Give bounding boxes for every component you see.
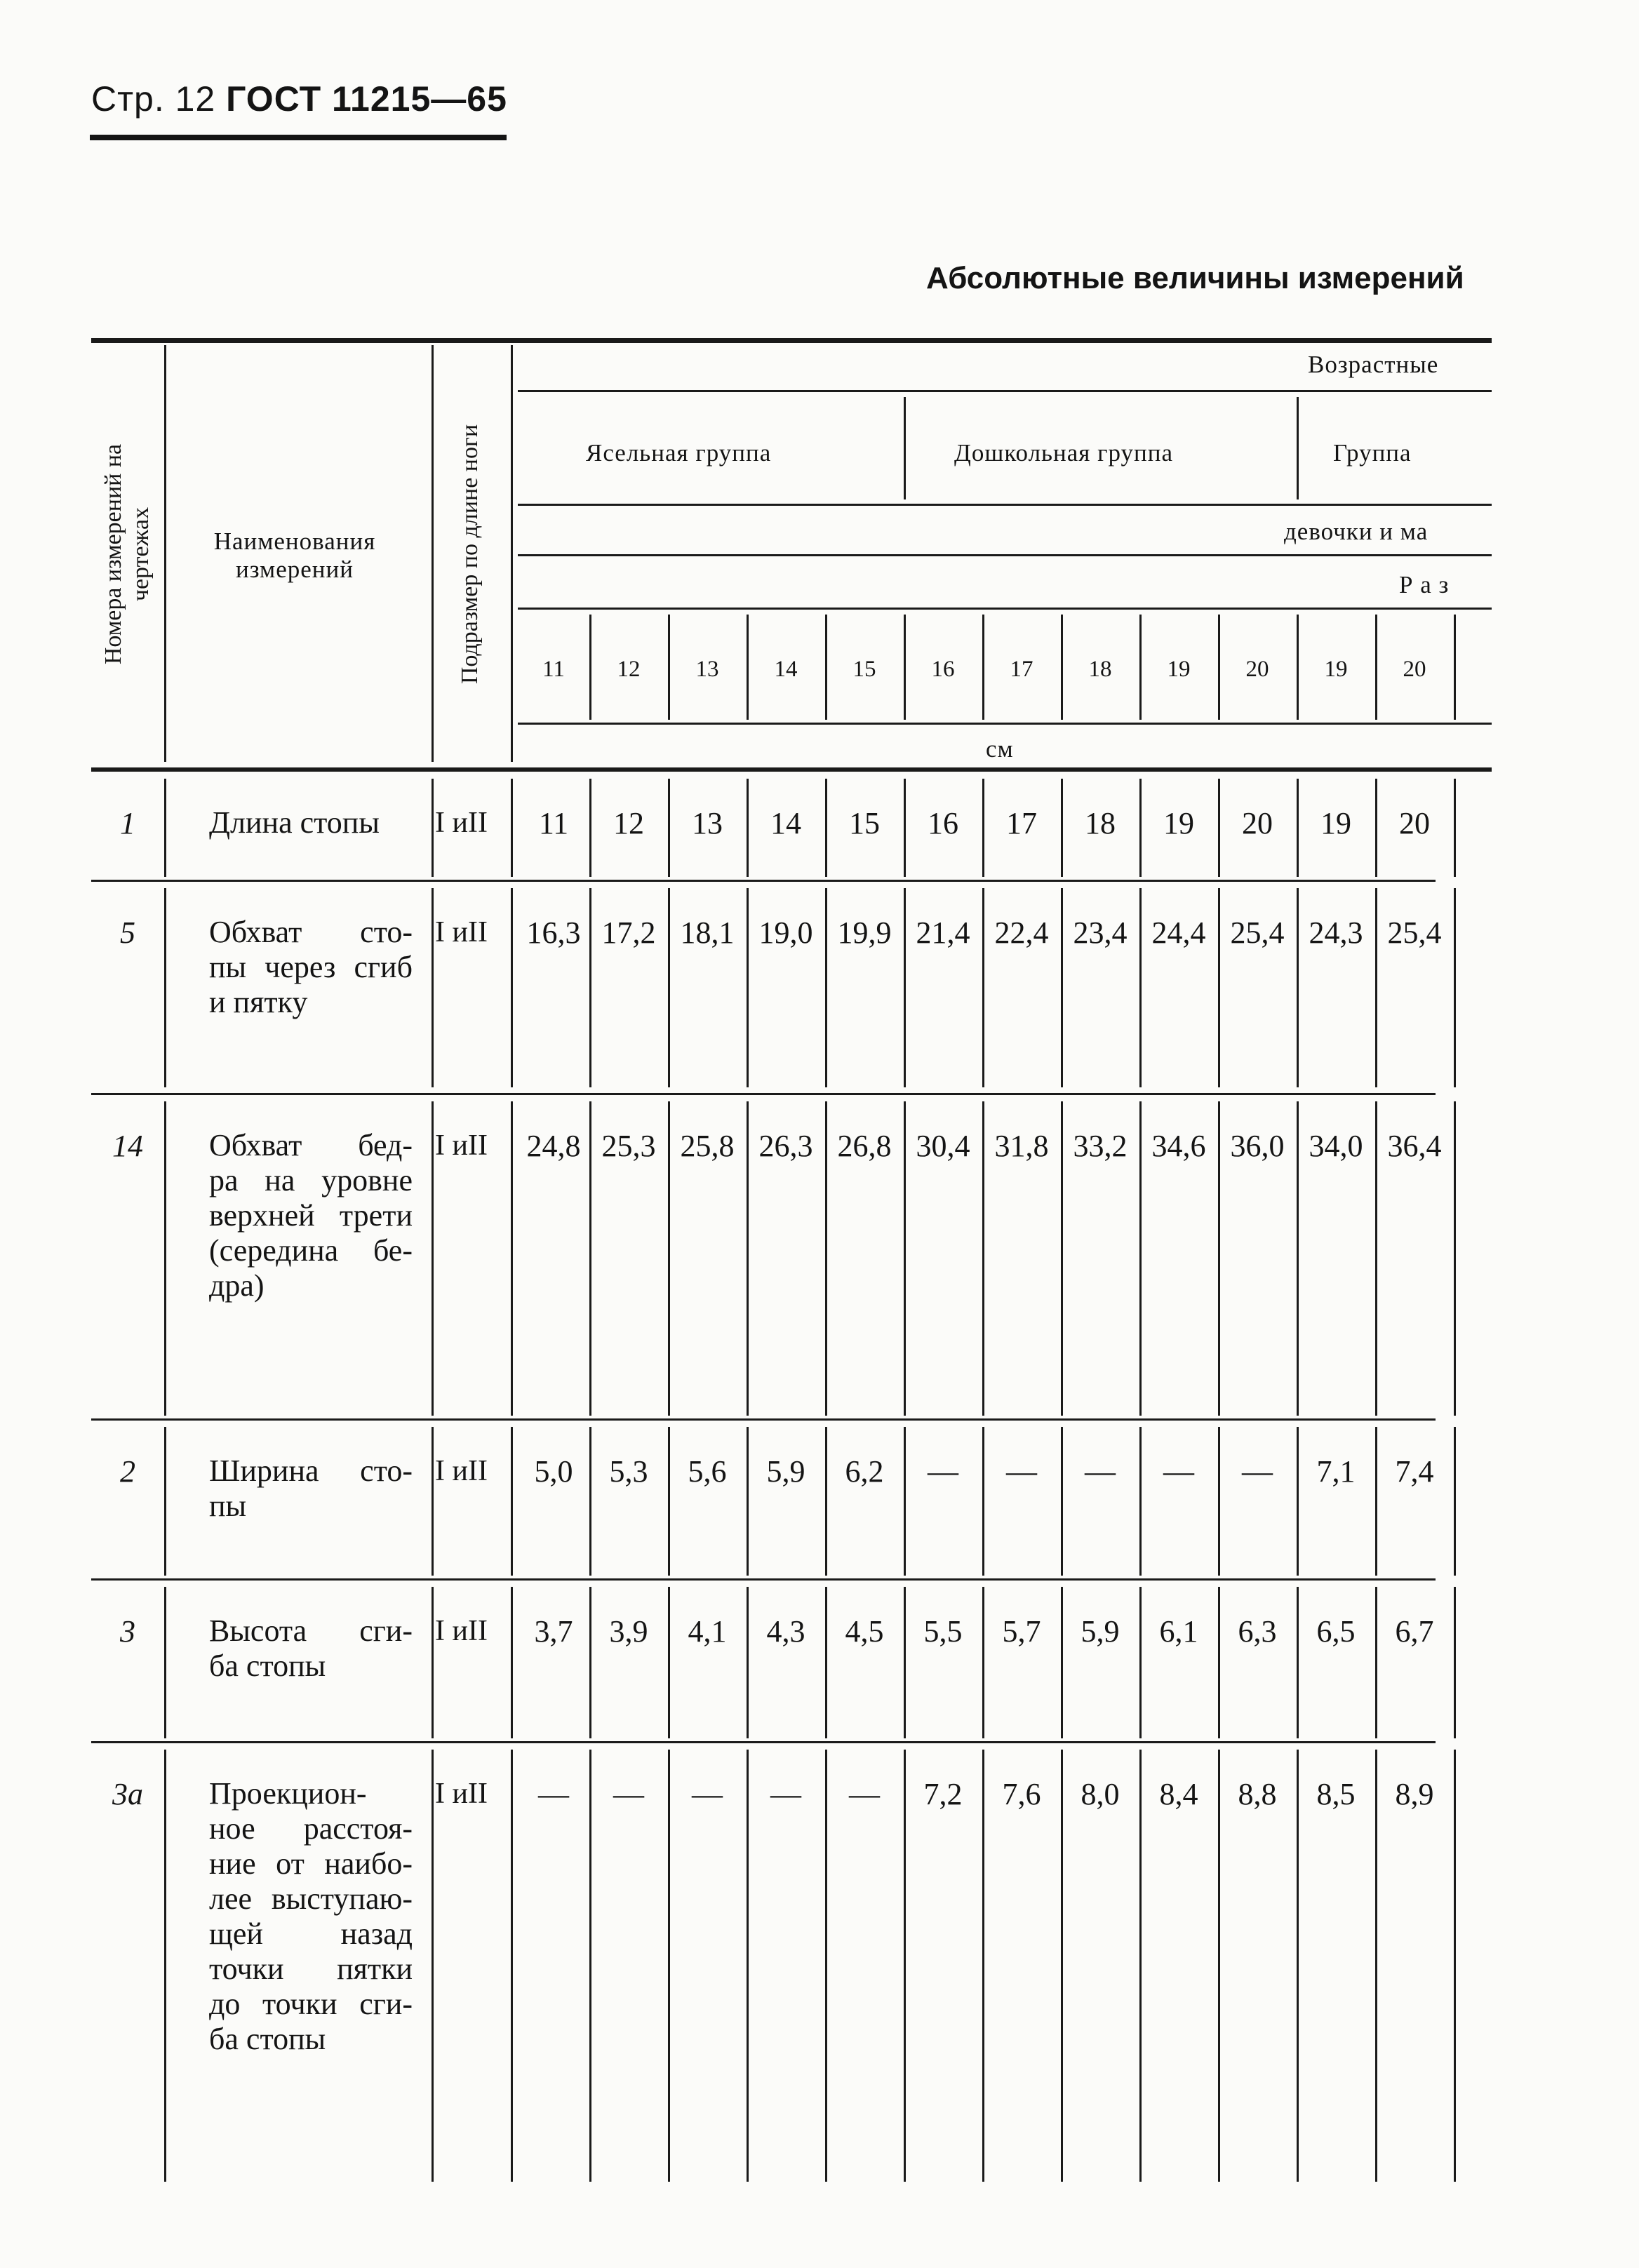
cell-value: 4,1 bbox=[688, 1614, 727, 1649]
cell-value: 8,5 bbox=[1316, 1777, 1356, 1811]
column-rule bbox=[1297, 1427, 1299, 1576]
measurement-name-line: Обхват бед- bbox=[209, 1128, 413, 1162]
cell-value: 5,7 bbox=[1002, 1614, 1041, 1649]
column-rule bbox=[668, 1750, 670, 2182]
column-rule bbox=[1297, 397, 1299, 499]
row-number: 5 bbox=[120, 915, 135, 950]
cell-value: 3,7 bbox=[534, 1614, 573, 1649]
header-bottom-rule bbox=[91, 767, 1492, 772]
cell-value: — bbox=[692, 1777, 723, 1811]
cell-value: 4,5 bbox=[845, 1614, 884, 1649]
table-rule bbox=[518, 723, 1492, 725]
column-rule bbox=[1218, 1427, 1220, 1576]
column-rule bbox=[511, 888, 513, 1087]
column-rule bbox=[668, 1427, 670, 1576]
cell-value: 26,3 bbox=[758, 1129, 813, 1163]
size-header-9: 19 bbox=[1167, 657, 1191, 682]
cell-value: — bbox=[928, 1454, 958, 1489]
cell-value: 4,3 bbox=[766, 1614, 805, 1649]
column-rule bbox=[432, 1101, 434, 1416]
cell-value: 7,2 bbox=[923, 1777, 963, 1811]
cell-value: 5,9 bbox=[766, 1454, 805, 1489]
cell-value: 3,9 bbox=[609, 1614, 648, 1649]
row-separator bbox=[91, 1578, 1436, 1581]
subsize-value: I иII bbox=[435, 1455, 488, 1487]
column-rule bbox=[904, 1427, 906, 1576]
measurement-name-line: точки пятки bbox=[209, 1952, 413, 1986]
measurement-name-line: щей назад bbox=[209, 1917, 413, 1951]
column-header-number: Номера измерений на чертежах bbox=[100, 443, 154, 665]
age-groups-label: Возрастные bbox=[1308, 351, 1439, 378]
cell-value: 7,1 bbox=[1316, 1454, 1356, 1489]
column-rule bbox=[1139, 1427, 1142, 1576]
column-rule bbox=[164, 888, 166, 1087]
column-rule bbox=[747, 1587, 749, 1738]
column-rule bbox=[904, 1750, 906, 2182]
cell-value: 11 bbox=[538, 806, 569, 840]
column-rule bbox=[982, 1750, 984, 2182]
cell-value: 7,6 bbox=[1002, 1777, 1041, 1811]
column-rule bbox=[1297, 1750, 1299, 2182]
size-header-6: 16 bbox=[931, 657, 955, 682]
column-rule bbox=[432, 345, 434, 762]
column-rule bbox=[511, 1587, 513, 1738]
cell-value: 25,8 bbox=[680, 1129, 735, 1163]
cell-value: 31,8 bbox=[994, 1129, 1049, 1163]
measurement-name-line: Ширина сто- bbox=[209, 1454, 413, 1488]
cell-value: 14 bbox=[770, 806, 801, 840]
column-rule bbox=[1297, 1587, 1299, 1738]
standard-code: ГОСТ 11215—65 bbox=[226, 79, 507, 119]
cell-value: 17,2 bbox=[601, 915, 656, 950]
measurement-name-line: пы bbox=[209, 1489, 247, 1523]
column-rule bbox=[1139, 1750, 1142, 2182]
size-header-1: 11 bbox=[542, 657, 565, 682]
column-rule bbox=[668, 1587, 670, 1738]
measurement-name-line: ба стопы bbox=[209, 1649, 326, 1683]
column-rule bbox=[432, 1750, 434, 2182]
column-rule bbox=[511, 345, 513, 762]
cell-value: — bbox=[1006, 1454, 1037, 1489]
row-separator bbox=[91, 1741, 1436, 1743]
group-third: Группа bbox=[1333, 439, 1412, 467]
column-rule bbox=[432, 888, 434, 1087]
column-rule bbox=[589, 1427, 591, 1576]
column-rule bbox=[432, 779, 434, 877]
cell-value: 24,4 bbox=[1151, 915, 1206, 950]
measurement-name-line: верхней трети bbox=[209, 1198, 413, 1233]
column-rule bbox=[164, 1587, 166, 1738]
cell-value: — bbox=[849, 1777, 880, 1811]
column-rule bbox=[511, 1750, 513, 2182]
subsize-value: I иII bbox=[435, 916, 488, 948]
measurement-name bbox=[209, 805, 380, 840]
column-rule bbox=[1061, 1750, 1063, 2182]
column-rule bbox=[164, 1750, 166, 2182]
measurement-name-line: Обхват сто- bbox=[209, 915, 413, 949]
size-header-11: 19 bbox=[1324, 657, 1348, 682]
measurement-name-line: ное расстоя- bbox=[209, 1811, 413, 1846]
measurement-name bbox=[209, 915, 413, 1020]
cell-value: 19,9 bbox=[837, 915, 892, 950]
cell-value: 12 bbox=[613, 806, 644, 840]
column-rule bbox=[164, 1101, 166, 1416]
cell-value: 5,3 bbox=[609, 1454, 648, 1489]
cell-value: 7,4 bbox=[1395, 1454, 1434, 1489]
size-header-7: 17 bbox=[1010, 657, 1033, 682]
cell-value: 33,2 bbox=[1073, 1129, 1128, 1163]
subsize-value: I иII bbox=[435, 1778, 488, 1810]
table-title: Абсолютные величины измерений bbox=[926, 261, 1464, 295]
measurement-name-line: дра) bbox=[209, 1268, 265, 1303]
cell-value: 18,1 bbox=[680, 915, 735, 950]
table-top-rule bbox=[91, 338, 1492, 343]
column-rule bbox=[1061, 1427, 1063, 1576]
column-rule bbox=[164, 345, 166, 762]
column-rule bbox=[589, 1750, 591, 2182]
cell-value: 6,5 bbox=[1316, 1614, 1356, 1649]
cell-value: 24,3 bbox=[1309, 915, 1363, 950]
subsize-value: I иII bbox=[435, 1129, 488, 1162]
column-rule bbox=[1454, 779, 1456, 877]
row-number: 3а bbox=[112, 1777, 143, 1811]
cell-value: 8,8 bbox=[1238, 1777, 1277, 1811]
subsize-value: I иII bbox=[435, 807, 488, 839]
page-number: Стр. 12 bbox=[91, 79, 216, 119]
measurement-name-line: ра на уровне bbox=[209, 1163, 413, 1197]
measurement-name-line: Проекцион- bbox=[209, 1776, 367, 1811]
column-rule bbox=[1139, 1587, 1142, 1738]
column-rule bbox=[904, 1587, 906, 1738]
cell-value: — bbox=[1163, 1454, 1194, 1489]
table-rule bbox=[518, 608, 1492, 610]
size-header-4: 14 bbox=[774, 657, 798, 682]
column-rule bbox=[511, 1427, 513, 1576]
cell-value: 19 bbox=[1163, 806, 1194, 840]
column-rule bbox=[747, 1427, 749, 1576]
column-rule bbox=[1454, 1101, 1456, 1416]
column-rule bbox=[1454, 615, 1456, 720]
column-rule bbox=[825, 1750, 827, 2182]
column-rule bbox=[511, 779, 513, 877]
cell-value: 6,3 bbox=[1238, 1614, 1277, 1649]
table-rule bbox=[518, 554, 1492, 556]
cell-value: 18 bbox=[1085, 806, 1116, 840]
sex-label: девочки и ма bbox=[1284, 518, 1429, 545]
cell-value: 20 bbox=[1242, 806, 1273, 840]
cell-value: 5,5 bbox=[923, 1614, 963, 1649]
measurement-name-line: ние от наибо- bbox=[209, 1846, 413, 1881]
group-preschool: Дошкольная группа bbox=[954, 439, 1174, 467]
cell-value: 17 bbox=[1006, 806, 1037, 840]
cell-value: 13 bbox=[692, 806, 723, 840]
size-header-5: 15 bbox=[852, 657, 876, 682]
column-rule bbox=[1061, 1587, 1063, 1738]
measurement-name-line: (середина бе- bbox=[209, 1233, 413, 1268]
cell-value: 25,4 bbox=[1230, 915, 1285, 950]
column-rule bbox=[511, 1101, 513, 1416]
measurement-name-line: пы через сгиб bbox=[209, 950, 413, 984]
cell-value: 26,8 bbox=[837, 1129, 892, 1163]
column-rule bbox=[432, 1587, 434, 1738]
table-rule bbox=[518, 390, 1492, 392]
row-separator bbox=[91, 1093, 1436, 1095]
cell-value: 24,8 bbox=[526, 1129, 581, 1163]
cell-value: 22,4 bbox=[994, 915, 1049, 950]
measurement-name-line: лее выступаю- bbox=[209, 1881, 413, 1916]
cell-value: 36,0 bbox=[1230, 1129, 1285, 1163]
column-rule bbox=[1375, 1587, 1377, 1738]
column-header-name: Наименования измерений bbox=[213, 528, 376, 583]
cell-value: 6,2 bbox=[845, 1454, 884, 1489]
cell-value: 25,4 bbox=[1387, 915, 1442, 950]
row-number: 1 bbox=[120, 806, 135, 840]
size-header-8: 18 bbox=[1088, 657, 1112, 682]
running-head bbox=[91, 79, 507, 119]
column-rule bbox=[825, 1587, 827, 1738]
cell-value: 5,9 bbox=[1081, 1614, 1120, 1649]
column-rule bbox=[1375, 1427, 1377, 1576]
cell-value: — bbox=[613, 1777, 644, 1811]
cell-value: — bbox=[1242, 1454, 1273, 1489]
measurement-name bbox=[209, 1128, 413, 1303]
cell-value: 19,0 bbox=[758, 915, 813, 950]
size-header-12: 20 bbox=[1403, 657, 1426, 682]
unit-label: см bbox=[986, 735, 1014, 763]
measurement-name bbox=[209, 1613, 413, 1684]
column-rule bbox=[1454, 1587, 1456, 1738]
cell-value: 19 bbox=[1320, 806, 1351, 840]
column-rule bbox=[1375, 1750, 1377, 2182]
cell-value: 25,3 bbox=[601, 1129, 656, 1163]
column-rule bbox=[1454, 1427, 1456, 1576]
cell-value: — bbox=[1085, 1454, 1116, 1489]
table-rule bbox=[518, 504, 1492, 506]
cell-value: 6,7 bbox=[1395, 1614, 1434, 1649]
row-number: 14 bbox=[112, 1129, 143, 1163]
column-rule bbox=[1454, 888, 1456, 1087]
cell-value: 21,4 bbox=[916, 915, 970, 950]
cell-value: 20 bbox=[1399, 806, 1430, 840]
column-rule bbox=[1218, 1750, 1220, 2182]
cell-value: 8,0 bbox=[1081, 1777, 1120, 1811]
cell-value: — bbox=[770, 1777, 801, 1811]
size-header-3: 13 bbox=[695, 657, 719, 682]
cell-value: 36,4 bbox=[1387, 1129, 1442, 1163]
cell-value: 34,0 bbox=[1309, 1129, 1363, 1163]
size-header-2: 12 bbox=[617, 657, 641, 682]
column-rule bbox=[589, 1587, 591, 1738]
size-label: Р а з bbox=[1399, 571, 1450, 598]
measurement-name bbox=[209, 1776, 413, 2057]
cell-value: 34,6 bbox=[1151, 1129, 1206, 1163]
column-rule bbox=[164, 1427, 166, 1576]
cell-value: 15 bbox=[849, 806, 880, 840]
column-rule bbox=[1218, 1587, 1220, 1738]
group-nursery: Ясельная группа bbox=[586, 439, 772, 467]
measurement-name-line: ба стопы bbox=[209, 2022, 326, 2056]
row-separator bbox=[91, 1418, 1436, 1421]
cell-value: 5,0 bbox=[534, 1454, 573, 1489]
row-number: 3 bbox=[120, 1614, 135, 1649]
cell-value: 8,9 bbox=[1395, 1777, 1434, 1811]
cell-value: 5,6 bbox=[688, 1454, 727, 1489]
cell-value: 16 bbox=[928, 806, 958, 840]
measurement-name-line: и пятку bbox=[209, 985, 308, 1019]
column-rule bbox=[904, 397, 906, 499]
column-rule bbox=[1454, 1750, 1456, 2182]
row-number: 2 bbox=[120, 1454, 135, 1489]
row-separator bbox=[91, 880, 1436, 882]
cell-value: 8,4 bbox=[1159, 1777, 1198, 1811]
cell-value: 6,1 bbox=[1159, 1614, 1198, 1649]
measurement-name-line: до точки сги- bbox=[209, 1987, 413, 2021]
cell-value: — bbox=[538, 1777, 569, 1811]
column-rule bbox=[825, 1427, 827, 1576]
cell-value: 23,4 bbox=[1073, 915, 1128, 950]
header-rule bbox=[90, 135, 507, 140]
column-header-subsize: Подразмер по длине ноги bbox=[457, 424, 483, 685]
column-rule bbox=[982, 1427, 984, 1576]
column-rule bbox=[164, 779, 166, 877]
column-rule bbox=[432, 1427, 434, 1576]
measurement-name bbox=[209, 1454, 413, 1524]
column-rule bbox=[747, 1750, 749, 2182]
column-rule bbox=[982, 1587, 984, 1738]
cell-value: 30,4 bbox=[916, 1129, 970, 1163]
subsize-value: I иII bbox=[435, 1615, 488, 1647]
cell-value: 16,3 bbox=[526, 915, 581, 950]
size-header-10: 20 bbox=[1245, 657, 1269, 682]
measurement-name-line: Высота сги- bbox=[209, 1613, 413, 1648]
measurement-name-line: Длина стопы bbox=[209, 805, 380, 840]
